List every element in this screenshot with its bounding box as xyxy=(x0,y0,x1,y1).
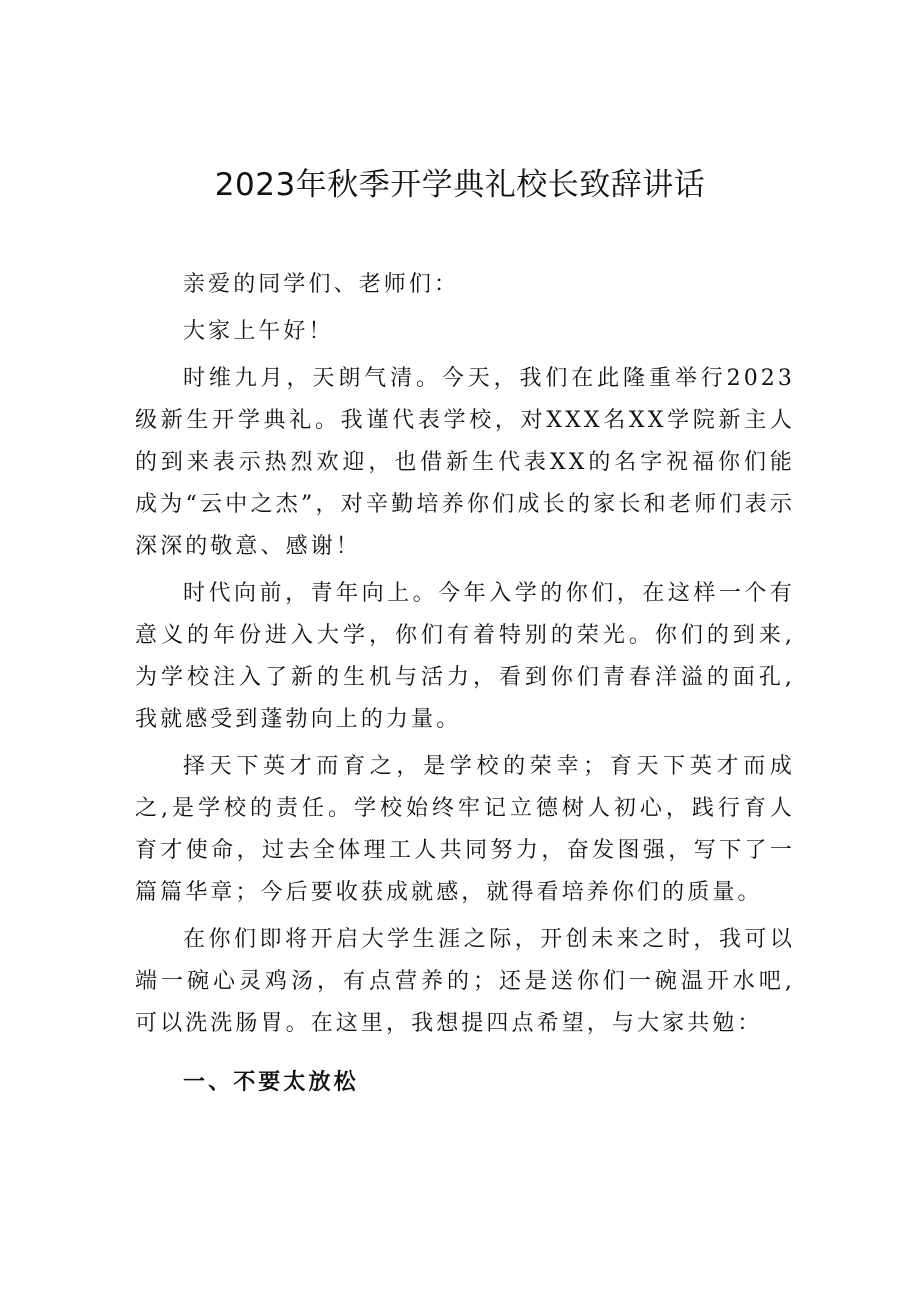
section-heading: 一、不要太放松 xyxy=(183,1070,359,1095)
paragraph-4: 在你们即将开启大学生涯之际，开创未来之时，我可以端一碗心灵鸡汤，有点营养的；还是送你们一碗温开水吧,可以洗洗肠胃。在这里，我想提四点希望，与大家共勉： xyxy=(135,927,795,1036)
paragraph-3: 择天下英才而育之，是学校的荣幸；育天下英才而成之,是学校的责任。学校始终牢记立德树人初心，践行育人育才使命，过去全体理工人共同努力，奋发图强，写下了一篇篇华章；今后要收获成就感，就得看培养你们的质量。 xyxy=(135,754,795,905)
paragraph-1: 时维九月，天朗气清。今天，我们在此隆重举行2023级新生开学典礼。我谨代表学校，对XXX名XX学院新主人的到来表示热烈欢迎，也借新生代表XX的名字祝福你们能成为“云中之杰”，对辛勤培养你们成长的家长和老师们表示深深的敬意、感谢！ xyxy=(135,366,795,559)
paragraph-2: 时代向前，青年向上。今年入学的你们，在这样一个有意义的年份进入大学，你们有着特别的荣光。你们的到来,为学校注入了新的生机与活力，看到你们青春洋溢的面孔,我就感受到蓬勃向上的力量。 xyxy=(135,581,795,732)
document-title: 2023年秋季开学典礼校长致辞讲话 xyxy=(214,167,706,203)
document-body xyxy=(135,264,795,1109)
greeting: 大家上午好！ xyxy=(183,319,334,344)
salutation: 亲爱的同学们、老师们： xyxy=(183,272,460,297)
